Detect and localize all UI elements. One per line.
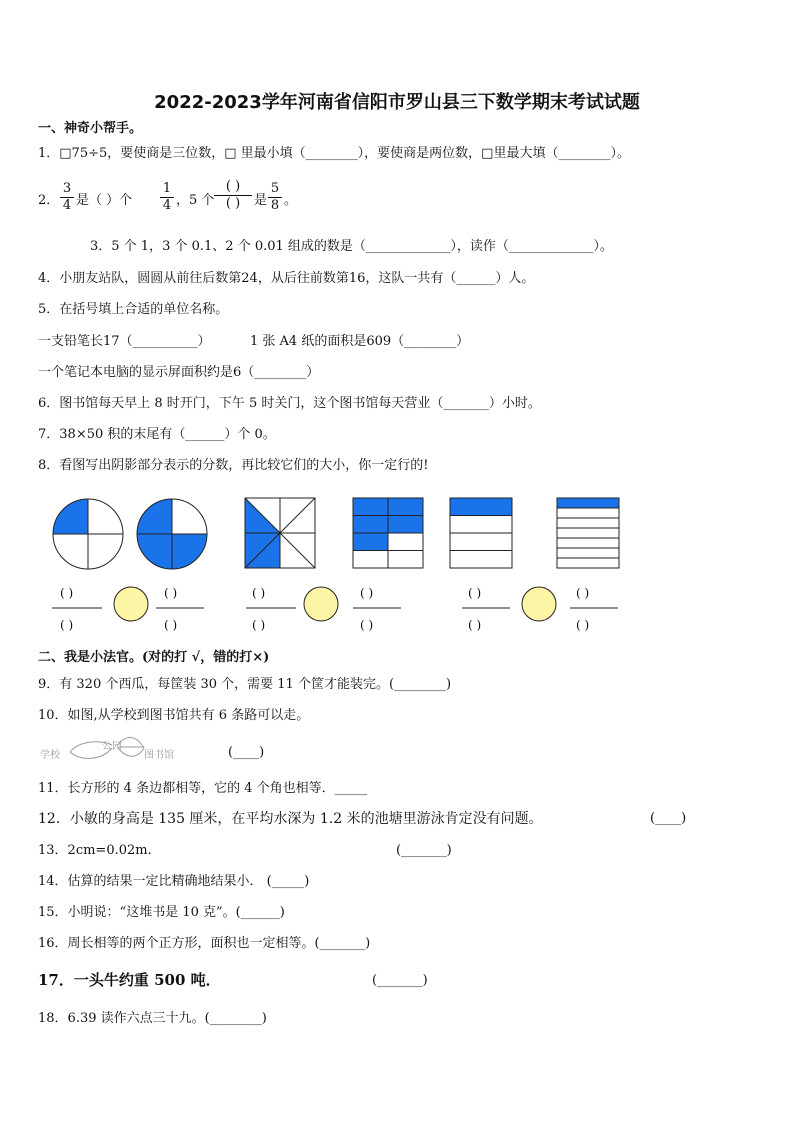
question-17: 17．一头牛约重 500 吨． [38,971,221,989]
question-10: 10．如图,从学校到图书馆共有 6 条路可以走。 [38,708,310,723]
question-10-blank: (____) [228,745,265,760]
fraction-3-denominator: ( ) [252,618,266,632]
question-7: 7．38×50 积的末尾有（______）个 0。 [38,427,276,442]
route-school-label: 学校 [40,750,60,761]
rectangle-4-strips-figure [450,498,512,568]
question-9: 9．有 320 个西瓜，每筐装 30 个，需要 11 个筐才能装完。(________) [38,677,452,692]
fraction-4-denominator: ( ) [360,618,374,632]
question-5b: 1 张 A4 纸的面积是609（________） [250,334,470,349]
question-13-blank: (_______) [396,843,452,858]
question-5a: 一支铅笔长17（__________） [38,334,211,349]
route-park-label: 公园 [102,741,122,752]
question-11: 11．长方形的 4 条边都相等，它的 4 个角也相等．_____ [38,781,368,796]
fraction-6-numerator: ( ) [576,586,590,600]
question-12-blank: (____) [650,811,687,826]
fraction-3-numerator: ( ) [252,586,266,600]
question-5c: 一个笔记本电脑的显示屏面积约是6（________） [38,365,320,380]
fraction-4-numerator: ( ) [360,586,374,600]
compare-circle-3[interactable] [522,587,556,621]
question-16: 16．周长相等的两个正方形，面积也一定相等。(_______) [38,936,371,951]
route-library-label: 图书馆 [144,750,174,761]
question-18: 18．6.39 读作六点三十九。(________) [38,1011,267,1026]
page-title: 2022-2023学年河南省信阳市罗山县三下数学期末考试试题 [154,92,640,113]
question-8: 8．看图写出阴影部分表示的分数，再比较它们的大小，你一定行的! [38,458,429,473]
question-5: 5．在括号填上合适的单位名称。 [38,302,229,317]
question-12: 12．小敏的身高是 135 厘米，在平均水深为 1.2 米的池塘里游泳肯定没有问题。 [38,811,543,827]
fraction-5-denominator: ( ) [468,618,482,632]
fraction-5-numerator: ( ) [468,586,482,600]
q2-text-1: 是（ ）个 [76,193,133,208]
compare-circle-1[interactable] [114,587,148,621]
q2-fraction-2: 1 4 [160,182,174,213]
q2-number: 2． [38,193,60,208]
q2-fraction-4: 5 8 [268,182,282,213]
question-3: 3．5 个 1，3 个 0.1、2 个 0.01 组成的数是（_____________），读作（_____________）。 [90,239,613,254]
q2-text-2: ，5 个 [176,193,215,208]
compare-circle-2[interactable] [304,587,338,621]
question-13: 13．2cm=0.02m． [38,843,161,858]
q2-fraction-3: ( ) ( ) [214,180,252,211]
question-4: 4．小朋友站队，圆圆从前往后数第24，从后往前数第16，这队一共有（______）人。 [38,271,535,286]
fraction-1-numerator: ( ) [60,586,74,600]
rectangle-7-strips-figure [557,498,619,568]
circle-figure-1 [53,499,123,569]
fraction-1-denominator: ( ) [60,618,74,632]
fraction-2-numerator: ( ) [164,586,178,600]
q2-text-3: 是 [254,193,268,208]
q2-fraction-1: 3 4 [60,182,74,213]
square-grid-figure [353,498,423,568]
question-1: 1．□75÷5，要使商是三位数，□ 里最小填（________），要使商是两位数，□里最大填（________）。 [38,146,630,161]
question-6: 6．图书馆每天早上 8 时开门，下午 5 时关门，这个图书馆每天营业（_______）小时。 [38,396,541,411]
square-triangles-figure [245,498,315,568]
fraction-6-denominator: ( ) [576,618,590,632]
fraction-2-denominator: ( ) [164,618,178,632]
question-15: 15．小明说：“这堆书是 10 克”。(______) [38,905,285,920]
section-2-heading: 二、我是小法官。(对的打 √，错的打×) [38,650,270,665]
question-17-blank: (_______) [372,973,428,988]
section-1-heading: 一、神奇小帮手。 [38,121,143,136]
q2-text-4: 。 [284,193,298,208]
question-14: 14．估算的结果一定比精确地结果小． (_____) [38,874,310,889]
circle-figure-2 [137,499,207,569]
